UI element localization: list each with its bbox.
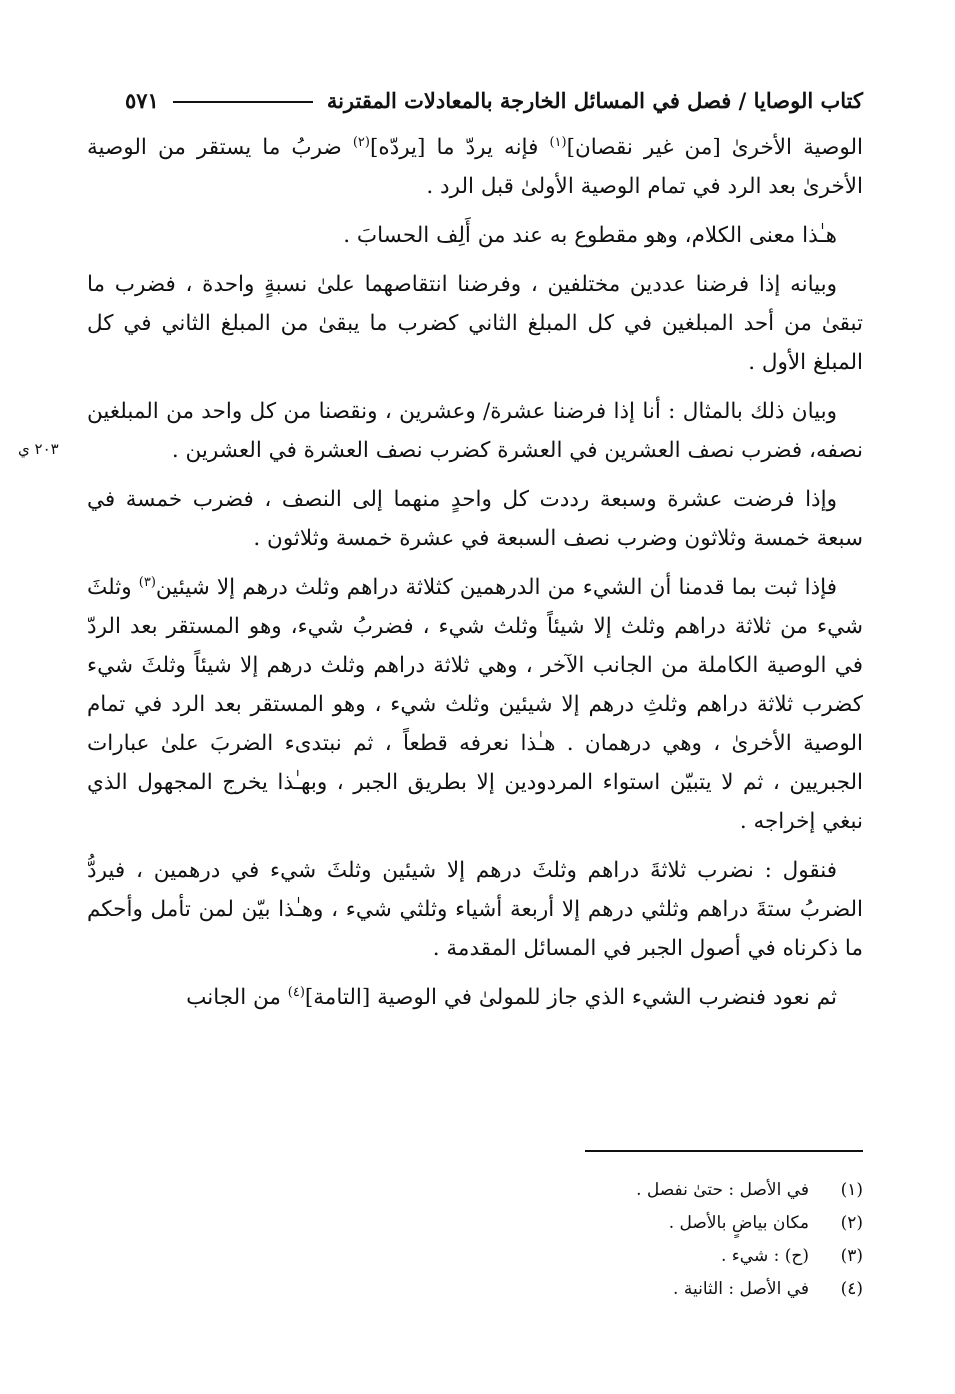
footnote-ref: (٤)	[287, 984, 305, 1000]
footnote-item	[87, 1174, 863, 1207]
main-text	[87, 128, 863, 1017]
paragraph	[87, 128, 863, 206]
text-segment: فإذا ثبت بما قدمنا أن الشيء من الدرهمين كثلاثة دراهم وثلث درهم إلا شيئين	[155, 575, 837, 600]
footnote-item	[87, 1207, 863, 1240]
paragraph	[87, 978, 863, 1017]
footnote-separator	[585, 1150, 863, 1152]
text-segment: هـٰذا معنى الكلام، وهو مقطوع به عند من أَلِف الحسابَ .	[343, 223, 837, 248]
page-number: ٥٧١	[124, 87, 159, 113]
header-rule	[173, 101, 313, 103]
footnote-text: في الأصل : حتىٰ نفصل .	[636, 1180, 809, 1200]
text-segment: وثلثَ شيء من ثلاثة دراهم وثلث إلا شيئاً وثلث شيء ، فضربُ شيء، وهو المستقر بعد الردّ في الوصية الكاملة من الجانب الآخر ، وهي ثلاثة دراهم وثلث درهم إلا شيئاً وثلثَ شيء كضرب ثلاثة دراهم وثلثِ درهم إلا شيئين وثلث شيء ، وهو المستقر بعد الرد في تمام الوصية الأخرىٰ ، وهي درهمان . هـٰذا نعرفه قطعاً ، ثم نبتدىء الضربَ علىٰ عبارات الجبريين ، ثم لا يتبيّن استواء المردودين إلا بطريق الجبر ، وبهـٰذا يخرج المجهول الذي نبغي إخراجه .	[87, 575, 863, 834]
footnote-number: (١)	[840, 1180, 863, 1200]
text-segment: فإنه يردّ ما [يردّه]	[369, 135, 550, 160]
paragraph	[87, 480, 863, 558]
footnote-number: (٣)	[840, 1246, 863, 1266]
footnote-ref: (٢)	[352, 134, 370, 150]
text-segment: الوصية الأخرىٰ [من غير نقصان]	[566, 135, 863, 160]
footnote-text: مكان بياضٍ بالأصل .	[668, 1213, 809, 1233]
footnote-text: في الأصل : الثانية .	[673, 1279, 809, 1299]
text-segment: ثم نعود فنضرب الشيء الذي جاز للمولىٰ في الوصية [التامة]	[304, 985, 837, 1010]
text-segment: فنقول : نضرب ثلاثةَ دراهم وثلثَ درهم إلا شيئين وثلثَ شيء في درهمين ، فيردُّ الضربُ ستةَ دراهم وثلثي درهم إلا أربعة أشياء وثلثي شيء ، وهـٰذا بيّن لمن تأمل وأحكم ما ذكرناه في أصول الجبر في المسائل المقدمة .	[87, 858, 863, 961]
text-segment: ضربُ ما يستقر من الوصية الأخرىٰ بعد الرد في تمام الوصية الأولىٰ قبل الرد .	[87, 135, 863, 199]
running-title: كتاب الوصايا / فصل في المسائل الخارجة بالمعادلات المقترنة	[326, 87, 863, 113]
paragraph	[87, 568, 863, 841]
footnote-number: (٤)	[840, 1279, 863, 1299]
margin-note: ٢٠٣ ي	[18, 440, 59, 458]
footnote-item	[87, 1240, 863, 1273]
text-segment: وبيان ذلك بالمثال : أنا إذا فرضنا عشرة/ وعشرين ، ونقصنا من كل واحد من المبلغين نصفه، فضرب نصف العشرين في العشرة كضرب نصف العشرة في العشرين .	[87, 399, 863, 463]
running-header	[83, 80, 863, 120]
paragraph	[87, 392, 863, 470]
footnotes	[87, 1174, 863, 1306]
footnote-item	[87, 1273, 863, 1306]
text-segment: وبيانه إذا فرضنا عددين مختلفين ، وفرضنا انتقاصهما علىٰ نسبةٍ واحدة ، فضرب ما تبقىٰ من أحد المبلغين في كل المبلغ الثاني كضرب ما يبقىٰ من المبلغ الثاني في كل المبلغ الأول .	[87, 272, 863, 375]
paragraph	[87, 851, 863, 968]
footnote-ref: (١)	[549, 134, 567, 150]
paragraph	[87, 216, 863, 255]
text-segment: من الجانب	[186, 985, 288, 1010]
footnote-text: (ح) : شيء .	[721, 1246, 809, 1266]
paragraph	[87, 265, 863, 382]
footnote-number: (٢)	[840, 1213, 863, 1233]
text-segment: وإذا فرضت عشرة وسبعة رددت كل واحدٍ منهما إلى النصف ، فضرب خمسة في سبعة خمسة وثلاثون وضرب نصف السبعة في عشرة خمسة وثلاثون .	[87, 487, 863, 551]
footnote-ref: (٣)	[138, 574, 156, 590]
